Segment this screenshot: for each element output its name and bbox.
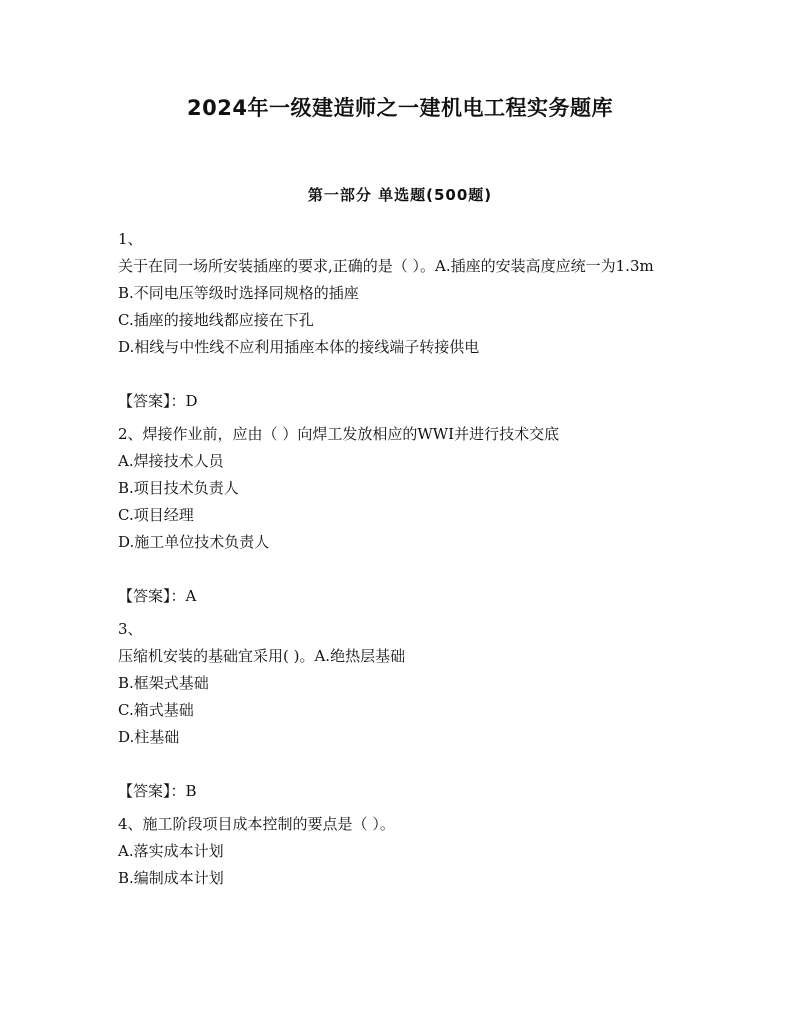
question-4	[118, 811, 688, 892]
question-stem: 关于在同一场所安装插座的要求,正确的是（ ）。A.插座的安装高度应统一为1.3m	[118, 257, 654, 275]
question-list	[118, 226, 688, 892]
option-c: C.项目经理	[118, 506, 194, 524]
question-3	[118, 616, 688, 805]
option-c: C.箱式基础	[118, 701, 194, 719]
answer-label: 【答案】：B	[118, 782, 197, 800]
option-b: B.编制成本计划	[118, 869, 224, 887]
question-stem: 压缩机安装的基础宜采用( )。A.绝热层基础	[118, 647, 406, 665]
question-stem: 4、施工阶段项目成本控制的要点是（ ）。	[118, 815, 395, 833]
question-2	[118, 421, 688, 610]
answer-label: 【答案】：D	[118, 392, 198, 410]
option-d: D.柱基础	[118, 728, 180, 746]
option-d: D.相线与中性线不应利用插座本体的接线端子转接供电	[118, 338, 480, 356]
section-title: 第一部分 单选题(500题)	[307, 186, 493, 204]
question-stem: 2、焊接作业前，应由（ ）向焊工发放相应的WWI并进行技术交底	[118, 425, 560, 443]
question-number: 3、	[118, 620, 143, 638]
option-d: D.施工单位技术负责人	[118, 533, 270, 551]
document-title: 2024年一级建造师之一建机电工程实务题库	[187, 96, 613, 120]
question-number: 1、	[118, 230, 143, 248]
option-b: B.项目技术负责人	[118, 479, 239, 497]
option-a: A.焊接技术人员	[118, 452, 224, 470]
option-b: B.框架式基础	[118, 674, 209, 692]
answer-label: 【答案】：A	[118, 587, 197, 605]
option-b: B.不同电压等级时选择同规格的插座	[118, 284, 359, 302]
option-c: C.插座的接地线都应接在下孔	[118, 311, 314, 329]
question-1	[118, 226, 688, 415]
option-a: A.落实成本计划	[118, 842, 224, 860]
